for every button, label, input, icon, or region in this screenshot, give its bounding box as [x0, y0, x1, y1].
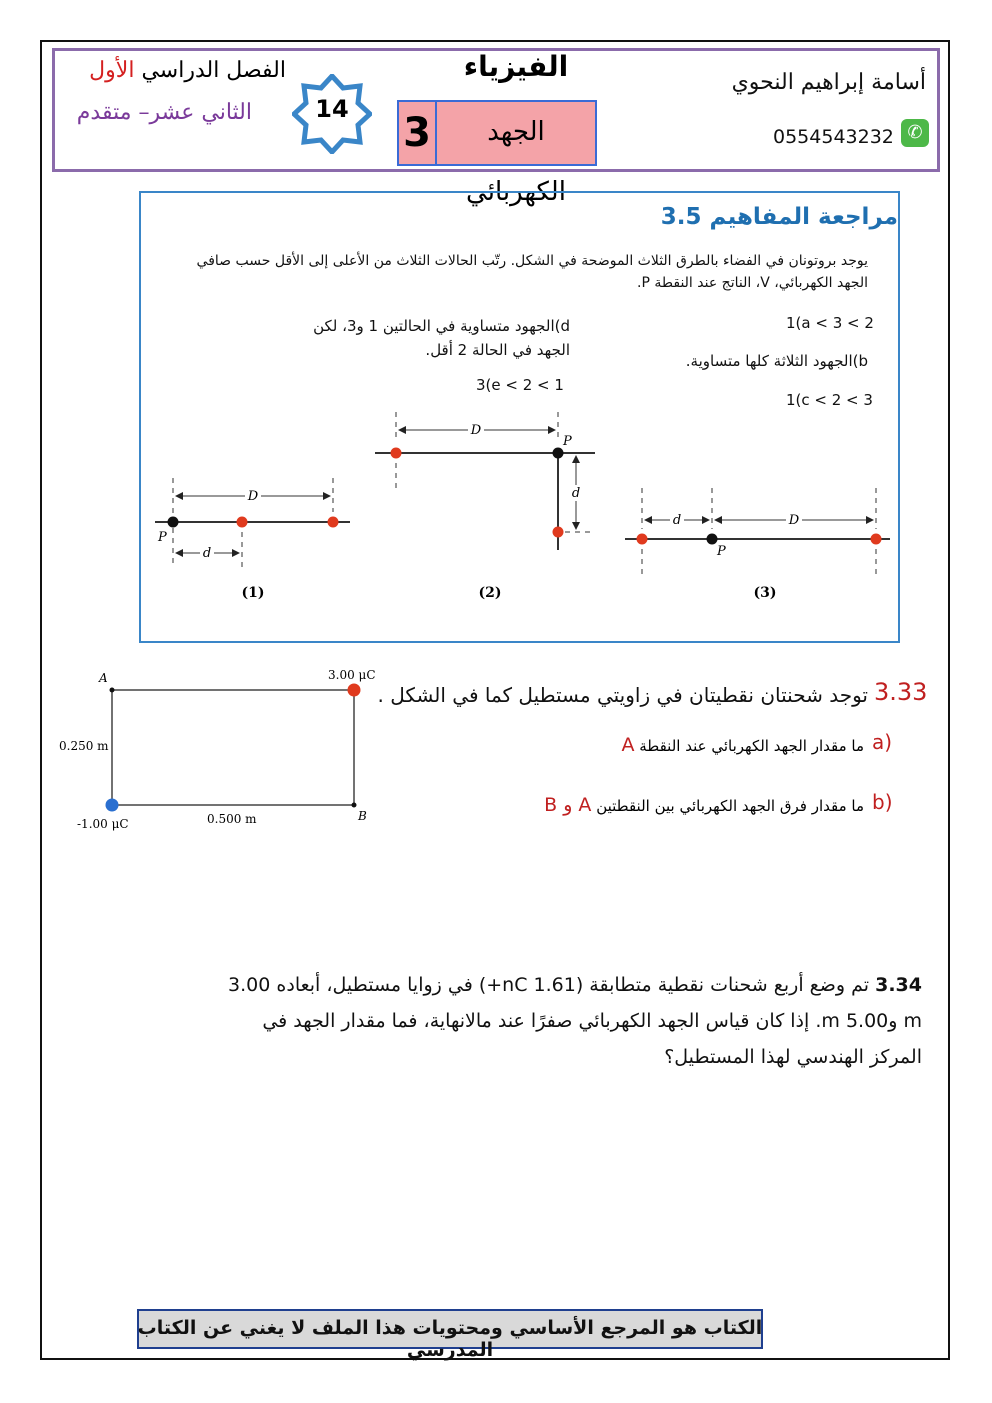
fig1-label-d: d [202, 546, 212, 561]
term-label [89, 58, 286, 83]
label-B: B [358, 809, 367, 823]
grade-label: الثاني عشر– متقدم [76, 100, 252, 125]
chapter-title: الجهد الكهربائي [437, 100, 597, 166]
fig2-label-d: d [571, 486, 581, 501]
term-prefix: الفصل الدراسي [134, 58, 286, 83]
option-a: 1(a < 3 < 2 [786, 314, 874, 332]
q33-text: توجد شحنتان نقطيتان في زاويتي مستطيل كما في الشكل . [377, 683, 868, 707]
fig1-proton-far [328, 517, 339, 528]
fig3-caption: (3) [753, 585, 777, 601]
fig3-label-P: P [717, 544, 726, 559]
height-label: 0.250 m [59, 739, 109, 753]
width-label: 0.500 m [207, 812, 257, 826]
fig2-label-P: P [563, 434, 572, 449]
fig3-point-P [707, 534, 718, 545]
review-figures [150, 400, 890, 610]
fig2-point-P [553, 448, 564, 459]
q33b-letter: b) [872, 790, 893, 814]
fig2-caption: (2) [478, 585, 502, 601]
figure-3 [625, 488, 890, 601]
option-d: d)الجهود متساوية في الحالتين 1 و3، لكن الجهد في الحالة 2 أقل. [313, 317, 570, 359]
option-e: 3(e < 2 < 1 [476, 376, 564, 394]
review-intro: يوجد بروتونان في الفضاء بالطرق الثلاث الموضحة في الشكل. رتّب الحالات الثلاث من الأعلى إلى الأقل حسب صافي الجهد الكهربائي، V، الناتج عند النقطة P. [196, 253, 868, 291]
fig1-caption: (1) [241, 585, 265, 601]
fig2-proton-left [391, 448, 402, 459]
phone-icon: ✆ [901, 119, 929, 147]
page-number: 14 [315, 95, 349, 123]
author-name: أسامة إبراهيم النحوي [731, 70, 926, 95]
option-c: 1(c < 2 < 3 [786, 391, 873, 409]
q33a-text [621, 734, 864, 756]
fig3-proton-right [871, 534, 882, 545]
footer-text: الكتاب هو المرجع الأساسي ومحتويات هذا الملف لا يغني عن الكتاب المدرسي [137, 1317, 763, 1361]
q34-text: تم وضع أربع شحنات نقطية متطابقة (1.61 nC+) في زوايا مستطيل، أبعاده 3.00 m و5.00 m. إذا كان قياس الجهد الكهربائي صفرًا عند مالانهاية، فما مقدار الجهد في المركز الهندسي لهذا المستطيل؟ [228, 974, 922, 1068]
charge-negative [106, 799, 119, 812]
fig2-proton-below [553, 527, 564, 538]
fig3-label-d: d [672, 513, 682, 528]
q33b-question: ما مقدار فرق الجهد الكهربائي بين النقطتين [591, 797, 864, 815]
q34-number: 3.34 [875, 974, 922, 996]
fig1-label-D: D [247, 489, 259, 504]
q33-number: 3.33 [874, 678, 928, 706]
q33a-question: ما مقدار الجهد الكهربائي عند النقطة [634, 737, 864, 755]
q33-rectangle-figure [55, 662, 395, 837]
charge-positive [348, 684, 361, 697]
q33b-text [544, 794, 864, 816]
fig1-proton-near [237, 517, 248, 528]
point-A-marker [110, 688, 115, 693]
phone-number: 0554543232 [773, 126, 894, 148]
option-b: b)الجهود الثلاثة كلها متساوية. [685, 352, 868, 370]
q33a-letter: a) [872, 730, 893, 754]
point-B-marker [352, 803, 357, 808]
subject-title: الفيزياء [463, 50, 569, 83]
review-title: مراجعة المفاهيم 3.5 [660, 204, 898, 230]
fig3-label-D: D [788, 513, 800, 528]
charge-top-label: 3.00 μC [328, 668, 376, 682]
fig2-label-D: D [470, 423, 482, 438]
fig1-label-P: P [158, 530, 167, 545]
label-A: A [99, 671, 108, 685]
chapter-number: 3 [397, 100, 437, 166]
q33b-points: A و B [544, 794, 592, 816]
term-highlight: الأول [89, 58, 135, 83]
fig1-point-P [168, 517, 179, 528]
fig3-proton-left [637, 534, 648, 545]
q34-block [212, 967, 922, 1075]
figure-1 [155, 478, 350, 601]
charge-bottom-label: -1.00 μC [77, 817, 129, 831]
figure-2 [375, 412, 595, 601]
q33a-point: A [621, 734, 635, 756]
